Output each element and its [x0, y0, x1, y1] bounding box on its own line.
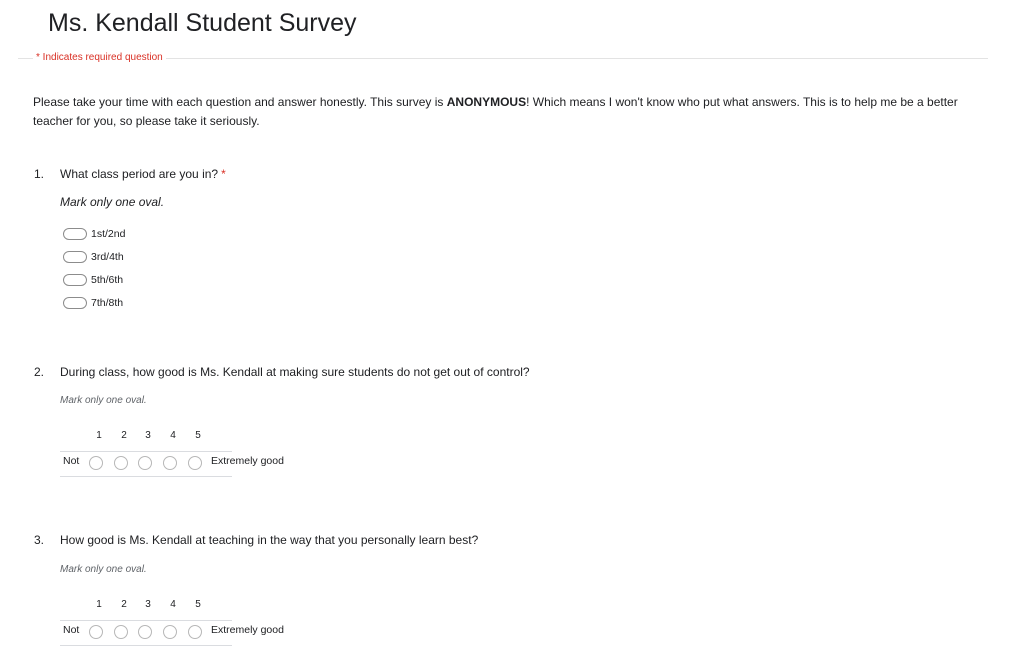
scale-radio-4[interactable]	[163, 456, 177, 470]
scale-radio-3[interactable]	[138, 456, 152, 470]
option-3rd-4th[interactable]	[63, 249, 124, 265]
question-3-hint: Mark only one oval.	[60, 564, 147, 575]
scale-radio-2[interactable]	[114, 625, 128, 639]
scale-radio-1[interactable]	[89, 456, 103, 470]
scale-radio-1[interactable]	[89, 625, 103, 639]
scale-radio-2[interactable]	[114, 456, 128, 470]
scale-radio-3[interactable]	[138, 625, 152, 639]
option-label: 5th/6th	[91, 274, 124, 286]
option-1st-2nd[interactable]	[63, 226, 125, 242]
scale-number: 2	[121, 430, 127, 441]
scale-low-label: Not	[63, 455, 80, 467]
scale-bottom-border	[60, 476, 232, 477]
option-label: 1st/2nd	[91, 228, 126, 240]
scale-number: 1	[96, 599, 102, 610]
scale-radio-5[interactable]	[188, 625, 202, 639]
scale-bottom-border	[60, 645, 232, 646]
scale-high-label: Extremely good	[211, 455, 284, 467]
question-3-text: How good is Ms. Kendall at teaching in the way that you personally learn best?	[60, 533, 479, 547]
option-label: 7th/8th	[91, 297, 124, 309]
scale-number: 5	[195, 599, 201, 610]
radio-oval[interactable]	[63, 274, 87, 286]
scale-top-border	[60, 451, 232, 452]
required-asterisk: *	[221, 167, 226, 181]
scale-number: 4	[170, 599, 176, 610]
scale-low-label: Not	[63, 624, 80, 636]
option-label: 3rd/4th	[91, 251, 124, 263]
scale-numbers	[60, 599, 232, 613]
scale-number: 3	[145, 599, 151, 610]
scale-number: 4	[170, 430, 176, 441]
radio-oval[interactable]	[63, 228, 87, 240]
option-7th-8th[interactable]	[63, 295, 123, 311]
question-1-number: 1.	[34, 167, 45, 181]
form-title: Ms. Kendall Student Survey	[48, 9, 357, 37]
required-note: * Indicates required question	[33, 52, 166, 63]
question-1-text	[60, 167, 226, 181]
scale-radio-4[interactable]	[163, 625, 177, 639]
scale-numbers	[60, 430, 232, 444]
intro-text-start: Please take your time with each question and answer honestly. This survey is	[33, 95, 447, 109]
question-1-hint: Mark only one oval.	[60, 195, 165, 209]
scale-row	[60, 622, 300, 640]
question-1-label: What class period are you in?	[60, 167, 219, 181]
intro-bold-text: ANONYMOUS	[446, 95, 527, 109]
form-description	[33, 93, 973, 131]
scale-top-border	[60, 620, 232, 621]
option-5th-6th[interactable]	[63, 272, 123, 288]
radio-oval[interactable]	[63, 297, 87, 309]
question-2-number: 2.	[34, 365, 45, 379]
radio-oval[interactable]	[63, 251, 87, 263]
scale-number: 2	[121, 599, 127, 610]
question-3-number: 3.	[34, 533, 45, 547]
scale-number: 5	[195, 430, 201, 441]
scale-number: 3	[145, 430, 151, 441]
scale-high-label: Extremely good	[211, 624, 284, 636]
intro-text-end: ! Which means I won't know who put what answers. This is to help me be a better teacher for you, so please take it seriously.	[33, 95, 958, 128]
scale-number: 1	[96, 430, 102, 441]
question-2-hint: Mark only one oval.	[60, 395, 147, 406]
scale-row	[60, 453, 300, 471]
scale-radio-5[interactable]	[188, 456, 202, 470]
question-2-text: During class, how good is Ms. Kendall at making sure students do not get out of control?	[60, 365, 530, 379]
